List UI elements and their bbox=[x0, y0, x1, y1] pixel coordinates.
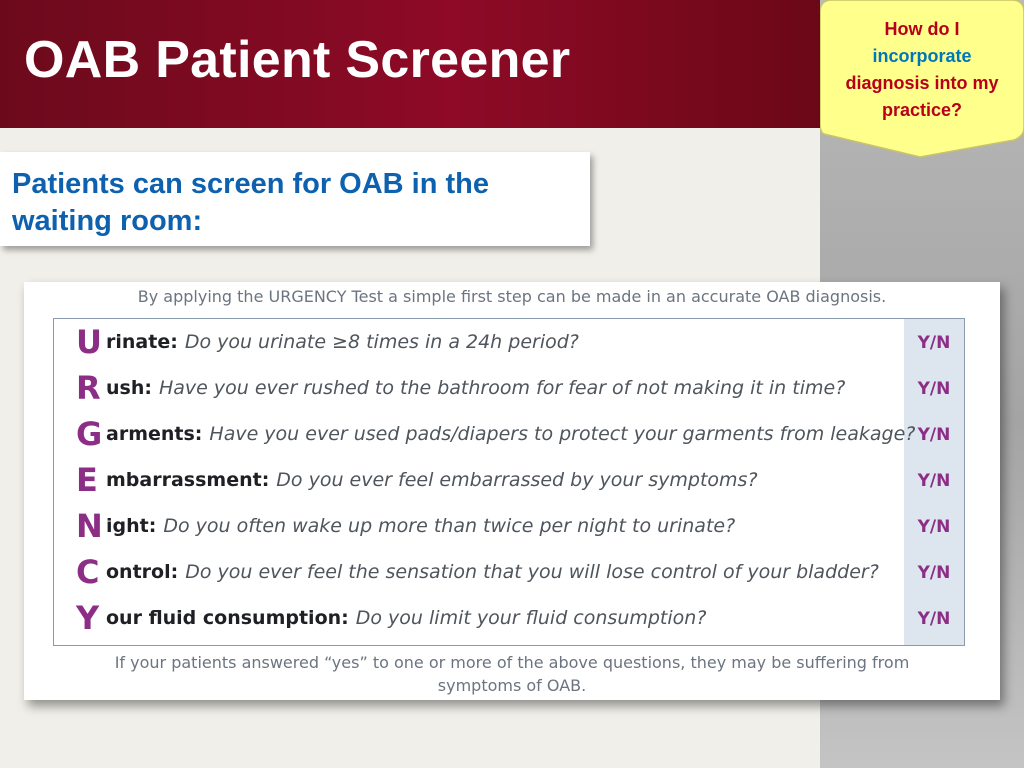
question-label: ontrol: bbox=[106, 561, 179, 583]
question-text bbox=[106, 503, 735, 549]
question-label: our fluid consumption: bbox=[106, 607, 349, 629]
yes-no-answer: Y/N bbox=[917, 379, 951, 399]
subtitle-box bbox=[0, 152, 590, 246]
question-row bbox=[54, 503, 964, 549]
question-prompt: Have you ever rushed to the bathroom for fear of not making it in time? bbox=[158, 377, 846, 399]
question-prompt: Do you ever feel the sensation that you will lose control of your bladder? bbox=[185, 561, 879, 583]
acronym-letter: N bbox=[76, 507, 103, 545]
question-row bbox=[54, 319, 964, 365]
yes-no-answer: Y/N bbox=[917, 471, 951, 491]
callout-bubble bbox=[820, 0, 1024, 160]
question-prompt: Do you urinate ≥8 times in a 24h period? bbox=[184, 331, 579, 353]
acronym-letter: G bbox=[76, 415, 103, 453]
urgency-screener-card bbox=[24, 282, 1000, 700]
question-label: mbarrassment: bbox=[106, 469, 270, 491]
question-row bbox=[54, 457, 964, 503]
question-text bbox=[106, 411, 915, 457]
question-prompt: Have you ever used pads/diapers to protect your garments from leakage? bbox=[209, 423, 916, 445]
question-label: ush: bbox=[106, 377, 152, 399]
question-text bbox=[106, 365, 845, 411]
callout-text bbox=[820, 16, 1024, 124]
page-title: OAB Patient Screener bbox=[24, 31, 571, 89]
question-text bbox=[106, 319, 579, 365]
callout-line-2: incorporate bbox=[872, 46, 972, 66]
callout-line-1: How do I bbox=[884, 19, 960, 39]
title-bar bbox=[0, 0, 820, 128]
question-label: arments: bbox=[106, 423, 203, 445]
question-table bbox=[53, 318, 965, 646]
callout-line-4: practice? bbox=[881, 100, 963, 120]
callout-line-3: diagnosis into my bbox=[845, 73, 999, 93]
question-prompt: Do you limit your fluid consumption? bbox=[355, 607, 707, 629]
question-row bbox=[54, 549, 964, 595]
screener-intro: By applying the URGENCY Test a simple first step can be made in an accurate OAB diagnosis. bbox=[137, 287, 887, 306]
acronym-letter: E bbox=[76, 461, 98, 499]
question-text bbox=[106, 457, 758, 503]
question-label: rinate: bbox=[106, 331, 178, 353]
yes-no-answer: Y/N bbox=[917, 609, 951, 629]
question-text bbox=[106, 595, 706, 641]
question-label: ight: bbox=[106, 515, 157, 537]
screener-footer-note: If your patients answered “yes” to one or more of the above questions, they may be suffering from symptoms of OAB. bbox=[114, 653, 910, 695]
acronym-letter: R bbox=[76, 369, 101, 407]
subtitle-text: Patients can screen for OAB in the waiting room: bbox=[12, 168, 490, 237]
yes-no-answer: Y/N bbox=[917, 333, 951, 353]
acronym-letter: C bbox=[76, 553, 100, 591]
acronym-letter: Y bbox=[76, 599, 100, 637]
question-row bbox=[54, 595, 964, 641]
yes-no-answer: Y/N bbox=[917, 425, 951, 445]
question-prompt: Do you ever feel embarrassed by your symptoms? bbox=[276, 469, 758, 491]
yes-no-answer: Y/N bbox=[917, 563, 951, 583]
question-prompt: Do you often wake up more than twice per night to urinate? bbox=[163, 515, 736, 537]
yes-no-answer: Y/N bbox=[917, 517, 951, 537]
question-row bbox=[54, 411, 964, 457]
question-text bbox=[106, 549, 879, 595]
question-row bbox=[54, 365, 964, 411]
acronym-letter: U bbox=[76, 323, 102, 361]
